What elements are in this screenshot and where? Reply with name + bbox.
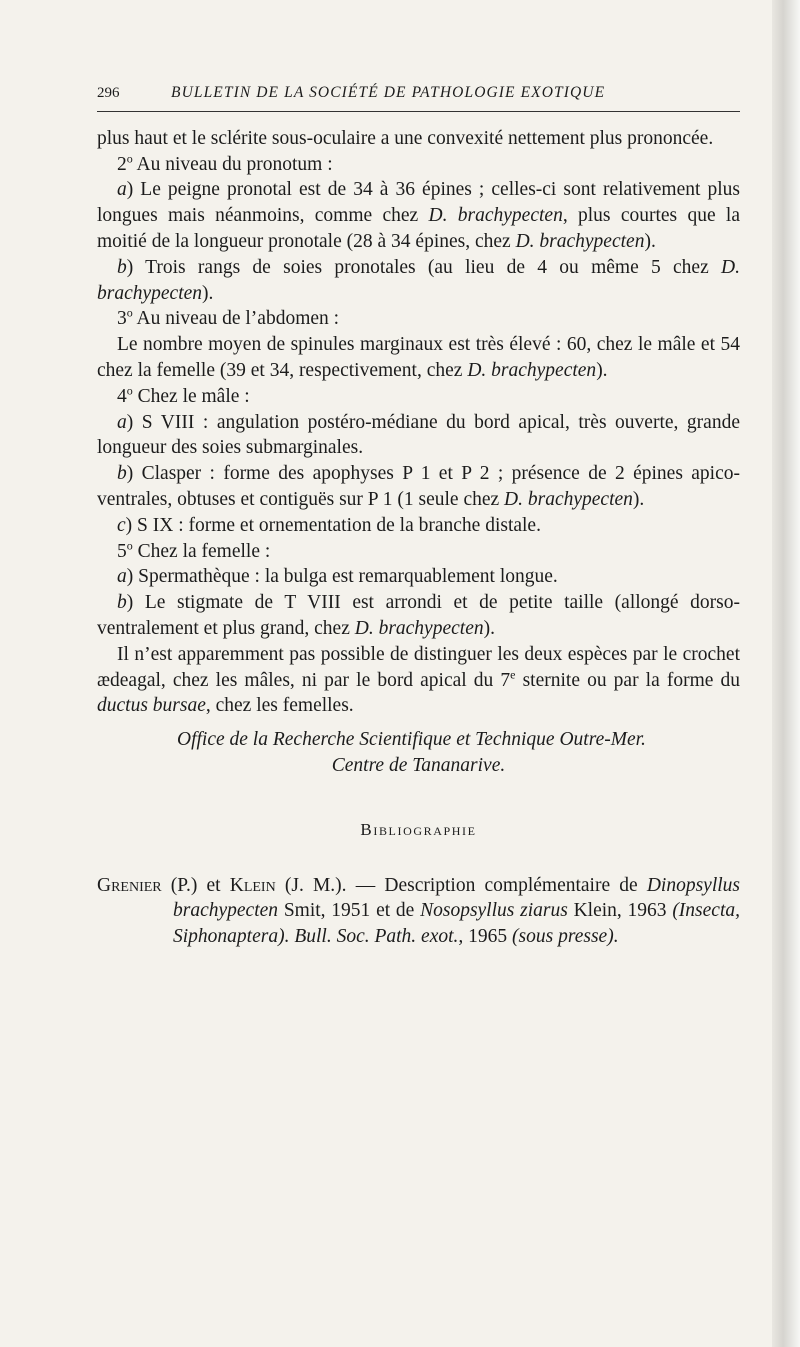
section-heading-5: 5$^o$ Chez la femelle : xyxy=(117,538,271,562)
bibliography-entry: Grenier (P.) et Klein (J. M.). — Description complémentaire de Dinopsyllus brachypecten Smit, 1951 et de Nosopsyllus ziarus Klein, 1963 (Insecta, Siphonaptera). Bull. Soc. Path. exot., 1965 (sous presse). xyxy=(97,874,740,948)
page-edge-shadow xyxy=(772,0,800,1347)
section-heading-3: 3$^o$ Au niveau de l’abdomen : xyxy=(117,305,340,330)
page-content xyxy=(97,80,740,969)
section-heading-4: 4$^o$ Chez le mâle : xyxy=(117,383,250,407)
paragraph: plus haut et le sclérite sous-oculaire a une convexité nettement plus prononcée. xyxy=(97,127,714,149)
item-4a: a) S VIII : angulation postéro-médiane du bord apical, très ouverte, grande longueur des soies submarginales. xyxy=(97,411,740,459)
affiliation-line-1: Office de la Recherche Scientifique et Technique Outre-Mer. xyxy=(177,729,646,751)
paragraph-conclusion: Il n’est apparemment pas possible de distinguer les deux espèces par le crochet ædeagal, chez les mâles, ni par le bord apical du 7e sternite ou par la forme du ductus bursae, chez les femelles. xyxy=(97,643,740,717)
running-header xyxy=(97,80,740,112)
item-2b: b) Trois rangs de soies pronotales (au lieu de 4 ou même 5 chez D. brachypecten). xyxy=(97,256,740,304)
paragraph-abdomen: Le nombre moyen de spinules marginaux est très élevé : 60, chez le mâle et 54 chez la femelle (39 et 34, respectivement, chez D. brachypecten). xyxy=(97,334,740,381)
page-number: 296 xyxy=(97,85,120,101)
item-5b: b) Le stigmate de T VIII est arrondi et de petite taille (allongé dorso-ventralement et plus grand, chez D. brachypecten). xyxy=(97,592,740,639)
affiliation xyxy=(97,727,740,779)
affiliation-line-2: Centre de Tananarive. xyxy=(331,754,506,776)
item-5a: a) Spermathèque : la bulga est remarquablement longue. xyxy=(117,566,558,588)
bibliography-heading: Bibliographie xyxy=(360,819,477,839)
item-4c: c) S IX : forme et ornementation de la branche distale. xyxy=(117,514,541,536)
item-4b: b) Clasper : forme des apophyses P 1 et P 2 ; présence de 2 épines apico-ventrales, obtuses et contiguës sur P 1 (1 seule chez D. brachypecten). xyxy=(97,463,740,510)
item-2a: a) Le peigne pronotal est de 34 à 36 épines ; celles-ci sont relativement plus longues mais néanmoins, comme chez D. brachypecten, plus courtes que la moitié de la longueur pronotale (28 à 34 épines, chez D. brachypecten). xyxy=(97,179,740,252)
section-heading-2: 2$^o$ Au niveau du pronotum : xyxy=(117,151,333,175)
article-body xyxy=(97,126,740,719)
journal-title: BULLETIN DE LA SOCIÉTÉ DE PATHOLOGIE EXOTIQUE xyxy=(171,84,606,101)
